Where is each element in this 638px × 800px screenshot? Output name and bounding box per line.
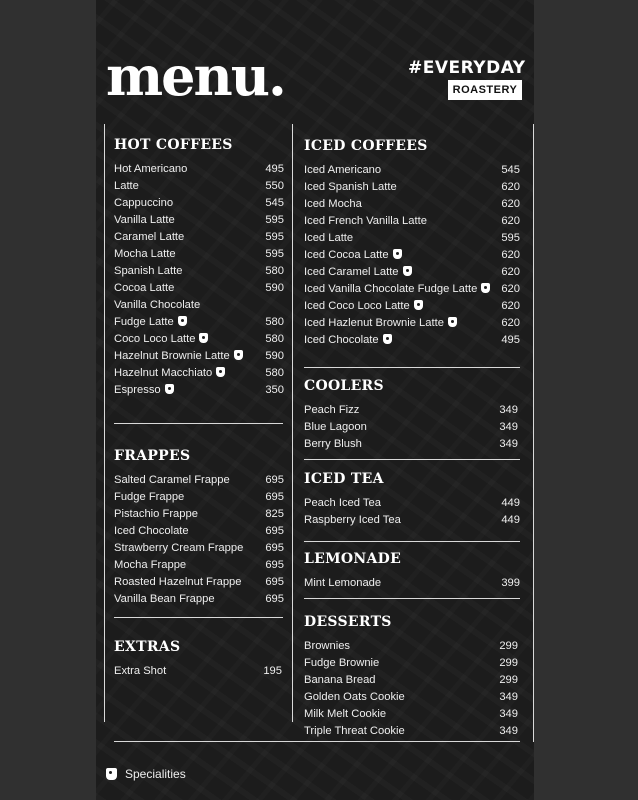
section-iced-coffees — [304, 137, 520, 349]
menu-item — [304, 723, 518, 740]
brand-hashtag: #EVERYDAY — [408, 58, 526, 78]
item-price: 620 — [501, 215, 520, 227]
item-price: 580 — [265, 316, 284, 328]
item-price: 350 — [265, 384, 284, 396]
item-price: 349 — [499, 421, 518, 433]
center-column-rule — [292, 124, 293, 722]
menu-item — [114, 523, 284, 540]
menu-item — [304, 575, 520, 592]
item-price: 695 — [265, 542, 284, 554]
item-name: Cappuccino — [114, 197, 174, 209]
section-coolers — [304, 377, 518, 453]
item-name: Iced Caramel Latte — [304, 266, 399, 278]
speciality-badge-icon — [234, 350, 243, 360]
left-margin — [0, 0, 96, 800]
menu-item — [304, 706, 518, 723]
section-title: COOLERS — [304, 378, 384, 394]
menu-item — [114, 280, 284, 297]
divider-iced-coolers — [304, 367, 520, 368]
section-title: DESSERTS — [304, 614, 392, 630]
item-name: Espresso — [114, 384, 161, 396]
speciality-badge-icon — [178, 316, 187, 326]
item-price: 695 — [265, 491, 284, 503]
item-price: 545 — [501, 164, 520, 176]
item-name: Roasted Hazelnut Frappe — [114, 576, 242, 588]
speciality-badge-icon — [216, 367, 225, 377]
item-name: Iced Americano — [304, 164, 382, 176]
section-desserts — [304, 613, 518, 740]
menu-item — [114, 506, 284, 523]
item-name: Cocoa Latte — [114, 282, 175, 294]
divider-hot-frappes — [114, 423, 283, 424]
item-price: 695 — [265, 525, 284, 537]
brand-roastery-badge: ROASTERY — [448, 80, 522, 100]
item-name: Peach Fizz — [304, 404, 360, 416]
item-name: Pistachio Frappe — [114, 508, 198, 520]
section-extras — [114, 638, 282, 680]
item-name: Berry Blush — [304, 438, 362, 450]
menu-item — [114, 331, 284, 348]
item-name: Strawberry Cream Frappe — [114, 542, 244, 554]
menu-item — [304, 332, 520, 349]
menu-item — [304, 230, 520, 247]
speciality-badge-icon — [383, 334, 392, 344]
item-name: Fudge Latte — [114, 316, 174, 328]
item-price: 580 — [265, 265, 284, 277]
item-name: Golden Oats Cookie — [304, 691, 405, 703]
item-price: 595 — [501, 232, 520, 244]
menu-item — [114, 229, 284, 246]
item-name: Raspberry Iced Tea — [304, 514, 401, 526]
item-name: Latte — [114, 180, 139, 192]
menu-item — [304, 419, 518, 436]
item-price: 620 — [501, 266, 520, 278]
item-name: Iced Cocoa Latte — [304, 249, 389, 261]
menu-item — [114, 246, 284, 263]
menu-item — [304, 264, 520, 281]
menu-item — [114, 574, 284, 591]
item-price: 590 — [265, 350, 284, 362]
item-name: Iced Hazlenut Brownie Latte — [304, 317, 444, 329]
speciality-badge-icon — [481, 283, 490, 293]
menu-item — [304, 281, 520, 298]
item-price: 620 — [501, 198, 520, 210]
menu-item — [304, 298, 520, 315]
speciality-badge-icon — [199, 333, 208, 343]
item-name: Caramel Latte — [114, 231, 185, 243]
item-price: 695 — [265, 576, 284, 588]
menu-item — [114, 263, 284, 280]
item-price: 620 — [501, 317, 520, 329]
item-price: 349 — [499, 438, 518, 450]
item-price: 550 — [265, 180, 284, 192]
item-price: 545 — [265, 197, 284, 209]
item-price: 349 — [499, 404, 518, 416]
speciality-badge-icon — [403, 266, 412, 276]
item-price: 449 — [501, 514, 520, 526]
item-price: 195 — [263, 665, 282, 677]
section-hot-coffees — [114, 136, 284, 399]
item-price: 299 — [499, 674, 518, 686]
right-margin — [534, 0, 638, 800]
divider-footer — [114, 741, 520, 742]
menu-item — [304, 672, 518, 689]
section-title: ICED TEA — [304, 471, 384, 487]
section-iced-tea — [304, 470, 520, 529]
item-name: Extra Shot — [114, 665, 167, 677]
divider-lemonade-desserts — [304, 598, 520, 599]
menu-item — [304, 512, 520, 529]
item-name: Milk Melt Cookie — [304, 708, 387, 720]
section-title: LEMONADE — [304, 551, 402, 567]
item-name: Mint Lemonade — [304, 577, 382, 589]
menu-item — [114, 540, 284, 557]
item-price: 349 — [499, 691, 518, 703]
item-name: Hot Americano — [114, 163, 188, 175]
menu-item — [114, 161, 284, 178]
menu-item — [304, 689, 518, 706]
left-column-rule — [104, 124, 105, 722]
menu-item — [304, 436, 518, 453]
section-title: ICED COFFEES — [304, 138, 428, 154]
section-lemonade — [304, 550, 520, 592]
divider-coolers-icedtea — [304, 459, 520, 460]
section-title: EXTRAS — [114, 639, 181, 655]
item-name: Iced Chocolate — [304, 334, 379, 346]
item-name: Iced Mocha — [304, 198, 362, 210]
menu-item — [304, 495, 520, 512]
item-name: Hazelnut Brownie Latte — [114, 350, 230, 362]
item-price: 590 — [265, 282, 284, 294]
menu-item — [114, 557, 284, 574]
item-price: 299 — [499, 640, 518, 652]
item-price: 595 — [265, 231, 284, 243]
specialities-legend — [106, 765, 186, 783]
shield-star-icon — [106, 768, 117, 780]
section-title: HOT COFFEES — [114, 137, 233, 153]
item-price: 620 — [501, 181, 520, 193]
item-price: 825 — [265, 508, 284, 520]
item-name: Vanilla Chocolate — [114, 299, 201, 311]
menu-item — [114, 348, 284, 365]
item-name: Banana Bread — [304, 674, 376, 686]
menu-item — [304, 247, 520, 264]
menu-item — [114, 591, 284, 608]
item-name: Triple Threat Cookie — [304, 725, 405, 737]
item-name: Vanilla Bean Frappe — [114, 593, 215, 605]
item-price: 695 — [265, 593, 284, 605]
item-name: Peach Iced Tea — [304, 497, 381, 509]
divider-icedtea-lemonade — [304, 541, 520, 542]
menu-item — [114, 195, 284, 212]
section-frappes — [114, 447, 284, 608]
item-name: Vanilla Latte — [114, 214, 175, 226]
item-price: 449 — [501, 497, 520, 509]
menu-item — [114, 365, 284, 382]
item-price: 580 — [265, 333, 284, 345]
item-price: 620 — [501, 283, 520, 295]
menu-item — [114, 297, 284, 314]
item-name: Salted Caramel Frappe — [114, 474, 230, 486]
speciality-badge-icon — [165, 384, 174, 394]
menu-item — [114, 382, 284, 399]
item-name: Fudge Brownie — [304, 657, 380, 669]
item-name: Iced Latte — [304, 232, 354, 244]
item-price: 495 — [501, 334, 520, 346]
item-name: Mocha Latte — [114, 248, 176, 260]
item-price: 580 — [265, 367, 284, 379]
item-price: 620 — [501, 249, 520, 261]
divider-frappes-extras — [114, 617, 283, 618]
item-price: 399 — [501, 577, 520, 589]
section-title: FRAPPES — [114, 448, 191, 464]
item-name: Iced Chocolate — [114, 525, 189, 537]
item-price: 695 — [265, 474, 284, 486]
menu-item — [304, 315, 520, 332]
speciality-badge-icon — [448, 317, 457, 327]
item-name: Iced Spanish Latte — [304, 181, 397, 193]
item-name: Fudge Frappe — [114, 491, 185, 503]
menu-item — [304, 213, 520, 230]
menu-item — [304, 162, 520, 179]
item-price: 495 — [265, 163, 284, 175]
item-price: 349 — [499, 725, 518, 737]
item-name: Mocha Frappe — [114, 559, 187, 571]
item-name: Iced French Vanilla Latte — [304, 215, 427, 227]
legend-label: Specialities — [125, 767, 186, 781]
menu-logo: menu. — [106, 44, 285, 108]
item-price: 695 — [265, 559, 284, 571]
menu-item — [304, 655, 518, 672]
menu-item — [114, 472, 284, 489]
menu-item — [304, 638, 518, 655]
item-price: 349 — [499, 708, 518, 720]
item-price: 620 — [501, 300, 520, 312]
item-name: Coco Loco Latte — [114, 333, 196, 345]
menu-item — [304, 179, 520, 196]
item-price: 595 — [265, 214, 284, 226]
menu-item — [304, 402, 518, 419]
speciality-badge-icon — [393, 249, 402, 259]
menu-item — [114, 212, 284, 229]
menu-item — [114, 489, 284, 506]
item-name: Spanish Latte — [114, 265, 183, 277]
item-name: Iced Vanilla Chocolate Fudge Latte — [304, 283, 478, 295]
menu-item — [114, 663, 282, 680]
right-column-rule — [533, 124, 534, 742]
item-name: Brownies — [304, 640, 351, 652]
menu-item — [304, 196, 520, 213]
item-price: 595 — [265, 248, 284, 260]
item-name: Blue Lagoon — [304, 421, 367, 433]
item-name: Iced Coco Loco Latte — [304, 300, 410, 312]
speciality-badge-icon — [414, 300, 423, 310]
item-name: Hazelnut Macchiato — [114, 367, 213, 379]
menu-item — [114, 178, 284, 195]
menu-item — [114, 314, 284, 331]
item-price: 299 — [499, 657, 518, 669]
